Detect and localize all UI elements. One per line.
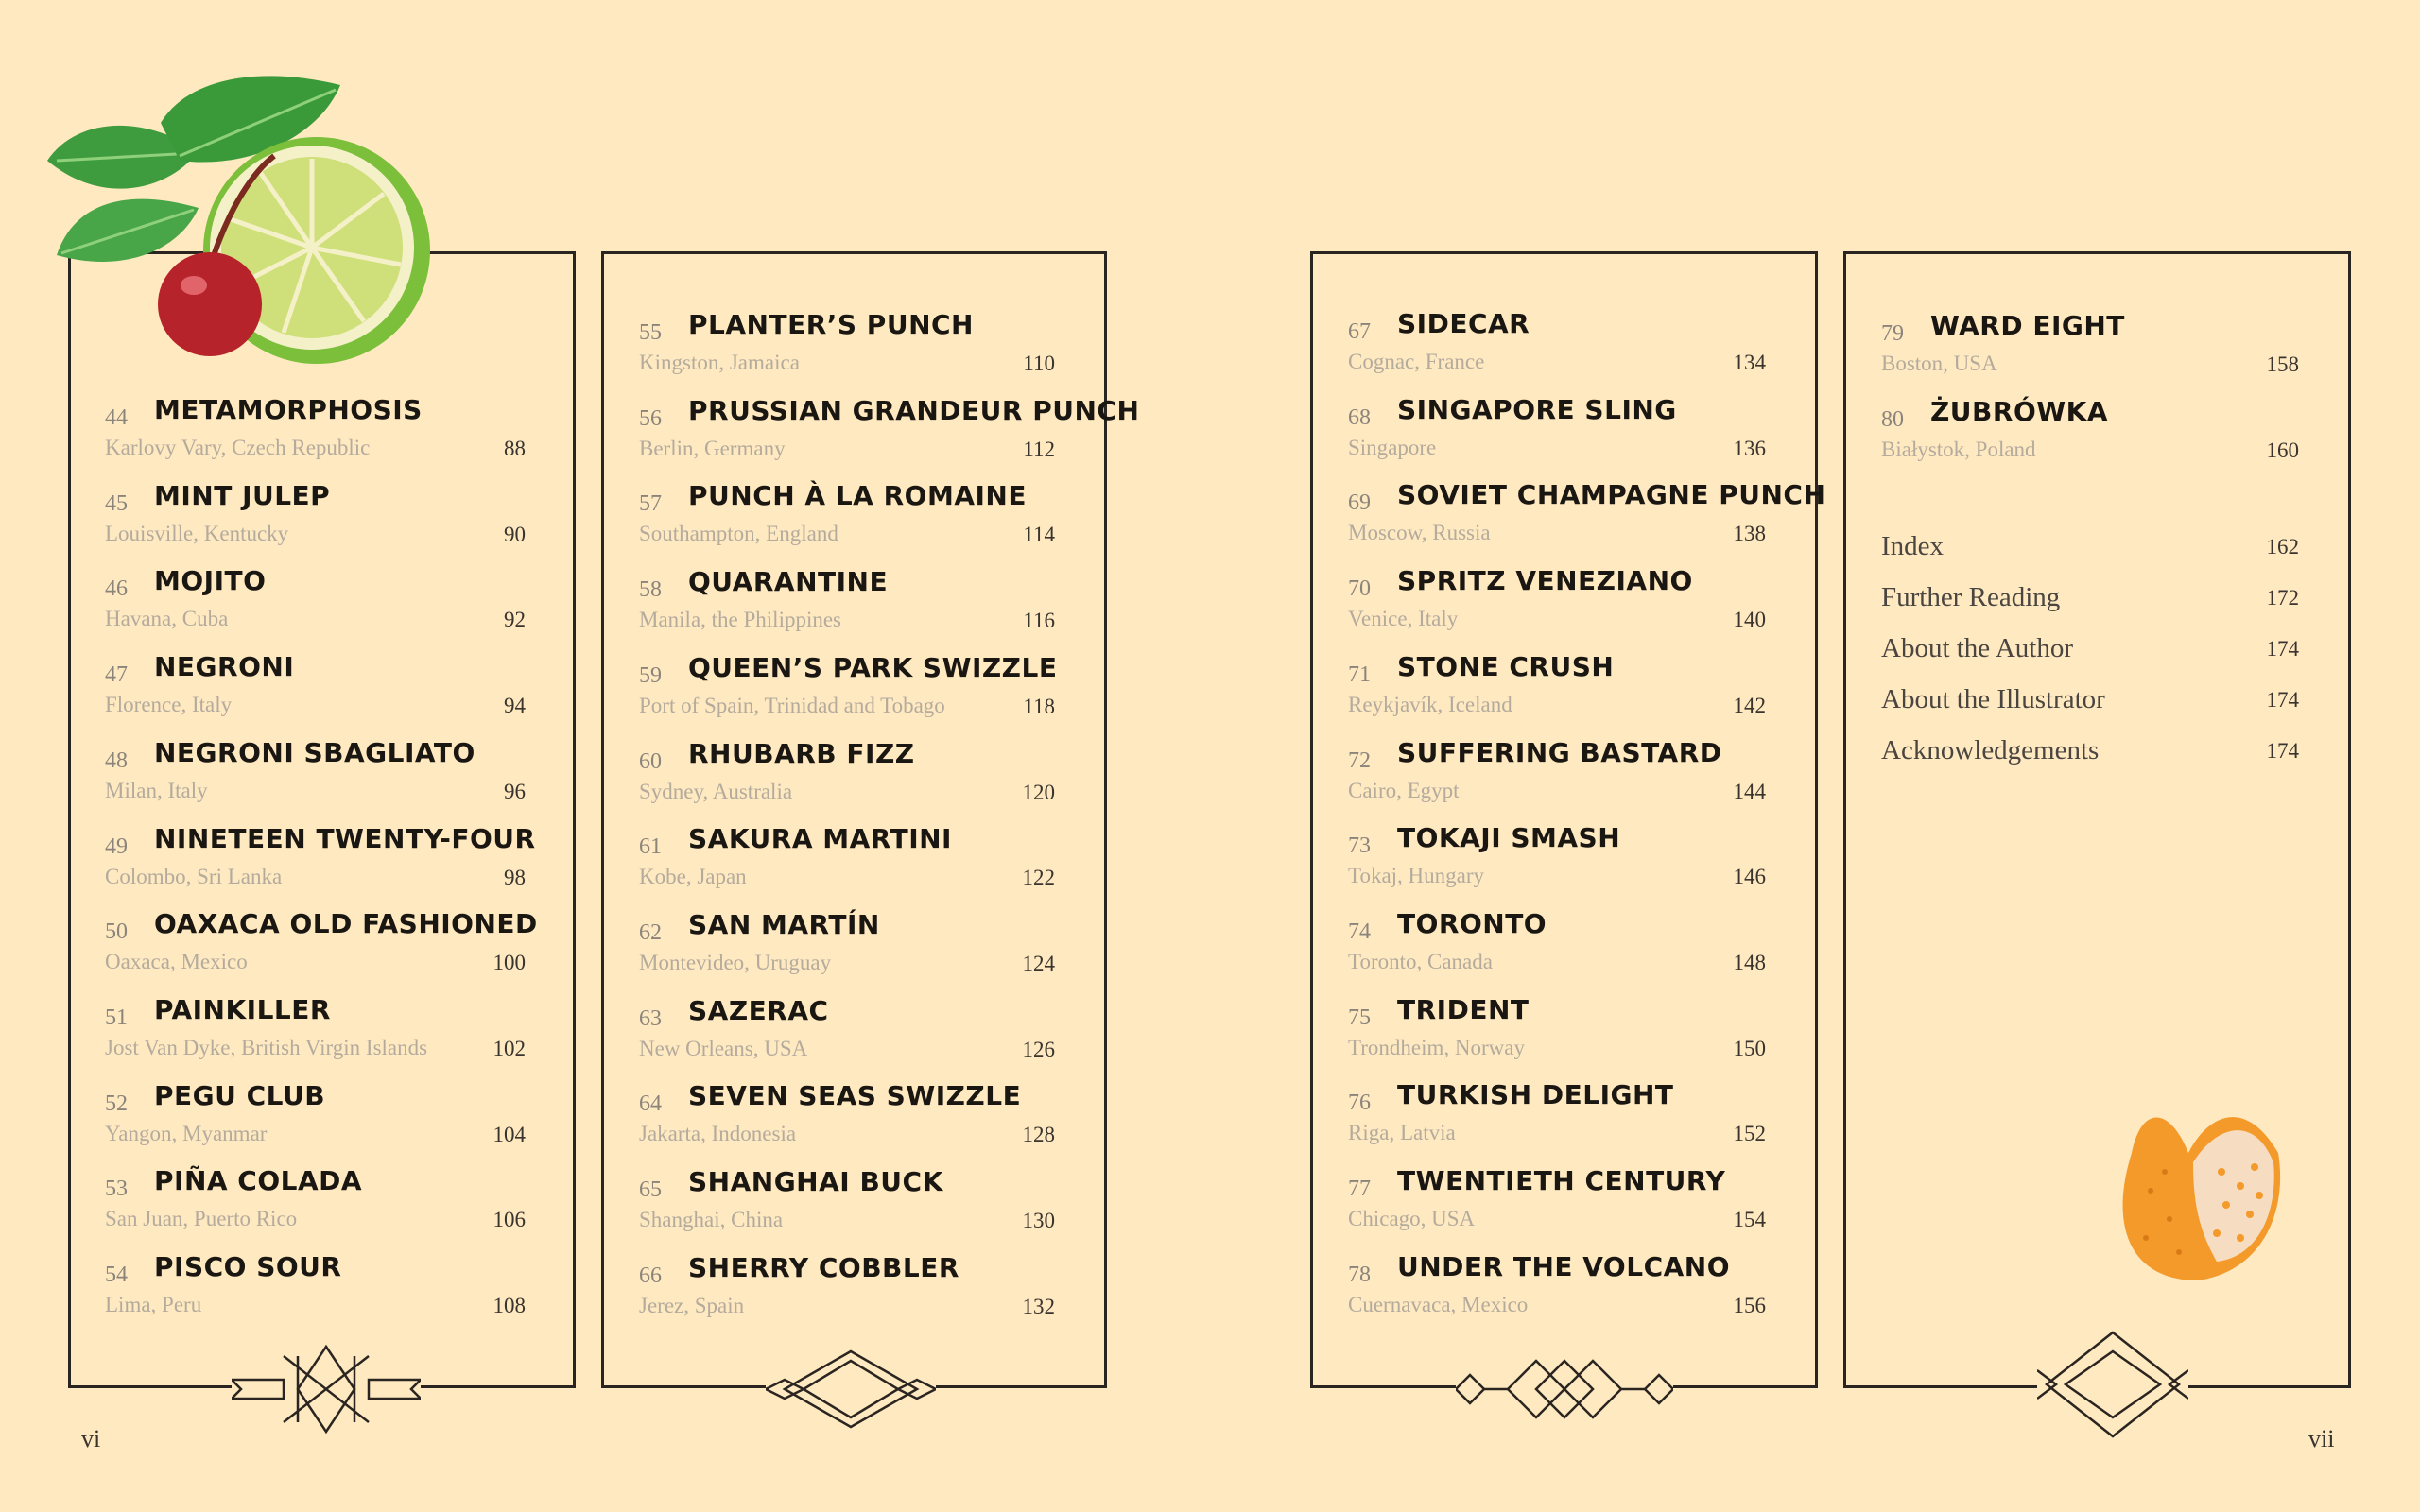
entry-page-number: 118 (1023, 694, 1055, 718)
entry-cocktail-name: UNDER THE VOLCANO (1397, 1250, 1731, 1282)
toc-entry[interactable] (639, 995, 1055, 1071)
entry-location: Florence, Italy (105, 693, 233, 717)
toc-column-3 (1310, 251, 1826, 1388)
toc-entry[interactable] (1881, 310, 2299, 386)
entry-location: San Juan, Puerto Rico (105, 1207, 298, 1231)
toc-entry[interactable] (105, 651, 526, 727)
toc-entry[interactable] (639, 566, 1055, 642)
entry-number: 76 (1348, 1091, 1371, 1116)
entry-page-number: 110 (1023, 352, 1055, 375)
toc-entry[interactable] (1348, 565, 1766, 641)
toc-entry[interactable] (1348, 1165, 1766, 1241)
entry-page-number: 122 (1022, 866, 1055, 890)
entry-cocktail-name: NEGRONI (154, 651, 295, 683)
entry-location: Cairo, Egypt (1348, 778, 1460, 802)
entry-cocktail-name: QUEEN’S PARK SWIZZLE (688, 651, 1058, 683)
entry-page-number: 100 (493, 951, 526, 975)
entry-number: 65 (639, 1177, 662, 1202)
entry-number: 59 (639, 662, 662, 688)
entry-number: 62 (639, 919, 662, 945)
entry-location: Reykjavík, Iceland (1348, 692, 1512, 716)
entry-location: Oaxaca, Mexico (105, 950, 248, 974)
entry-page-number: 90 (504, 522, 526, 546)
toc-entry[interactable] (1348, 308, 1766, 384)
toc-column-2 (601, 251, 1140, 1388)
entry-number: 80 (1881, 406, 1904, 432)
toc-entry[interactable] (639, 738, 1055, 814)
entry-page-number: 98 (504, 865, 526, 889)
toc-entry[interactable] (1348, 651, 1766, 727)
entry-cocktail-name: SAZERAC (688, 994, 829, 1026)
entry-location: Yangon, Myanmar (105, 1121, 268, 1145)
entry-location: Cuernavaca, Mexico (1348, 1292, 1529, 1316)
entry-page-number: 152 (1733, 1122, 1766, 1146)
back-matter-page-number: 174 (2266, 688, 2299, 712)
entry-number: 61 (639, 834, 662, 860)
entry-cocktail-name: MINT JULEP (154, 479, 331, 511)
entry-location: Toronto, Canada (1348, 949, 1493, 973)
entry-location: Chicago, USA (1348, 1207, 1476, 1230)
entry-cocktail-name: SOVIET CHAMPAGNE PUNCH (1397, 479, 1826, 511)
entry-page-number: 96 (504, 779, 526, 803)
entry-cocktail-name: SAKURA MARTINI (688, 823, 952, 855)
toc-entry[interactable] (1348, 1079, 1766, 1155)
back-matter-label: About the Illustrator (1881, 684, 2105, 714)
toc-entry[interactable] (1348, 1251, 1766, 1327)
entry-location: Jakarta, Indonesia (639, 1122, 797, 1146)
entry-location: Kingston, Jamaica (639, 351, 800, 374)
toc-back-matter-item[interactable] (1881, 735, 2299, 773)
entry-cocktail-name: PUNCH À LA ROMAINE (688, 480, 1027, 512)
entry-page-number: 144 (1733, 779, 1766, 803)
entry-cocktail-name: QUARANTINE (688, 566, 889, 598)
entry-location: Trondheim, Norway (1348, 1035, 1525, 1059)
entry-number: 72 (1348, 747, 1371, 773)
entry-number: 51 (105, 1005, 128, 1030)
entry-page-number: 148 (1733, 950, 1766, 974)
entry-page-number: 102 (493, 1036, 526, 1060)
entry-page-number: 140 (1733, 608, 1766, 632)
entry-number: 66 (639, 1263, 662, 1288)
entry-page-number: 150 (1733, 1036, 1766, 1060)
entry-cocktail-name: SHERRY COBBLER (688, 1251, 959, 1283)
toc-back-matter-item[interactable] (1881, 582, 2299, 620)
entry-cocktail-name: SPRITZ VENEZIANO (1397, 565, 1693, 597)
toc-entry[interactable] (105, 1165, 526, 1241)
entry-cocktail-name: NEGRONI SBAGLIATO (154, 736, 475, 768)
entry-location: Berlin, Germany (639, 436, 786, 460)
entry-number: 56 (639, 405, 662, 431)
toc-entry[interactable] (639, 823, 1055, 899)
entry-page-number: 88 (504, 437, 526, 460)
back-matter-page-number: 172 (2266, 586, 2299, 610)
toc-entry[interactable] (639, 909, 1055, 985)
entry-location: New Orleans, USA (639, 1036, 808, 1060)
entry-page-number: 112 (1023, 437, 1055, 461)
entry-cocktail-name: TURKISH DELIGHT (1397, 1079, 1674, 1111)
entry-cocktail-name: TOKAJI SMASH (1397, 822, 1621, 854)
entry-page-number: 114 (1023, 523, 1055, 547)
entry-cocktail-name: TORONTO (1397, 907, 1547, 939)
toc-entry[interactable] (105, 1080, 526, 1156)
entry-location: Manila, the Philippines (639, 608, 842, 632)
entry-number: 77 (1348, 1177, 1371, 1201)
toc-back-matter-item[interactable] (1881, 684, 2299, 722)
entry-cocktail-name: TRIDENT (1397, 993, 1530, 1025)
toc-entry[interactable] (639, 1252, 1055, 1328)
entry-number: 69 (1348, 490, 1371, 516)
toc-entry[interactable] (639, 480, 1055, 556)
entry-location: Moscow, Russia (1348, 521, 1491, 545)
entry-page-number: 124 (1022, 951, 1055, 975)
entry-location: Riga, Latvia (1348, 1121, 1456, 1145)
entry-number: 46 (105, 576, 128, 602)
entry-page-number: 142 (1733, 693, 1766, 717)
entry-location: Shanghai, China (639, 1208, 784, 1231)
entry-cocktail-name: STONE CRUSH (1397, 650, 1615, 682)
entry-cocktail-name: METAMORPHOSIS (154, 394, 423, 425)
entry-cocktail-name: PLANTER’S PUNCH (688, 309, 974, 340)
toc-entry[interactable] (105, 565, 526, 641)
entry-page-number: 156 (1733, 1293, 1766, 1317)
entry-location: Colombo, Sri Lanka (105, 864, 283, 888)
deco-ornament-2 (766, 1342, 936, 1436)
toc-entry[interactable] (105, 1251, 526, 1327)
entry-page-number: 134 (1733, 351, 1766, 374)
toc-entry[interactable] (639, 1166, 1055, 1242)
toc-column-1 (68, 251, 576, 1388)
back-matter-label: Index (1881, 531, 1945, 561)
toc-entry[interactable] (105, 994, 526, 1070)
entry-cocktail-name: SHANGHAI BUCK (688, 1166, 943, 1197)
toc-entry[interactable] (105, 908, 538, 984)
entry-cocktail-name: TWENTIETH CENTURY (1397, 1165, 1726, 1196)
entry-location: Port of Spain, Trinidad and Tobago (639, 693, 945, 717)
orange-peel-illustration (2103, 1096, 2292, 1285)
garnish-illustration (38, 66, 444, 369)
entry-number: 60 (639, 748, 662, 774)
toc-entry[interactable] (105, 737, 526, 813)
toc-entry[interactable] (105, 480, 526, 556)
entry-cocktail-name: MOJITO (154, 565, 267, 597)
toc-entry[interactable] (1348, 822, 1766, 898)
entry-number: 52 (105, 1091, 128, 1116)
page-number-right: vii (2308, 1425, 2335, 1452)
back-matter-page-number: 174 (2266, 739, 2299, 763)
entry-cocktail-name: SAN MARTÍN (688, 908, 880, 940)
entry-location: Boston, USA (1881, 352, 1997, 375)
entry-cocktail-name: PIÑA COLADA (154, 1165, 363, 1197)
entry-location: Milan, Italy (105, 778, 208, 802)
entry-page-number: 132 (1022, 1294, 1055, 1318)
entry-number: 58 (639, 577, 662, 603)
entry-location: Tokaj, Hungary (1348, 864, 1485, 888)
entry-page-number: 158 (2266, 352, 2299, 376)
toc-entry[interactable] (1348, 994, 1766, 1070)
entry-page-number: 146 (1733, 865, 1766, 889)
entry-number: 44 (105, 405, 128, 430)
entry-cocktail-name: NINETEEN TWENTY-FOUR (154, 822, 536, 854)
entry-number: 68 (1348, 404, 1371, 430)
entry-location: Southampton, England (639, 522, 838, 546)
entry-page-number: 126 (1022, 1037, 1055, 1061)
page-number-left: vi (81, 1425, 101, 1452)
entry-cocktail-name: PISCO SOUR (154, 1251, 342, 1282)
entry-page-number: 94 (504, 694, 526, 718)
entry-number: 63 (639, 1005, 662, 1031)
back-matter-label: Acknowledgements (1881, 735, 2100, 765)
entry-page-number: 130 (1022, 1209, 1055, 1232)
entry-number: 54 (105, 1263, 128, 1287)
toc-back-matter-item[interactable] (1881, 531, 2299, 569)
entry-number: 53 (105, 1177, 128, 1202)
deco-ornament-4 (2037, 1328, 2188, 1441)
entry-location: Singapore (1348, 435, 1437, 459)
entry-number: 57 (639, 491, 662, 517)
entry-location: Venice, Italy (1348, 607, 1459, 631)
entry-number: 75 (1348, 1005, 1371, 1030)
toc-entry[interactable] (1348, 394, 1766, 470)
entry-location: Cognac, France (1348, 350, 1485, 373)
toc-entry[interactable] (1348, 479, 1826, 555)
toc-entry[interactable] (105, 822, 536, 899)
entry-number: 64 (639, 1091, 662, 1117)
entry-page-number: 106 (493, 1208, 526, 1232)
entry-cocktail-name: SINGAPORE SLING (1397, 393, 1677, 425)
entry-page-number: 104 (493, 1122, 526, 1146)
entry-location: Louisville, Kentucky (105, 521, 289, 545)
entry-cocktail-name: PEGU CLUB (154, 1079, 326, 1111)
entry-cocktail-name: WARD EIGHT (1930, 310, 2125, 341)
deco-ornament-1 (232, 1342, 421, 1436)
entry-location: Karlovy Vary, Czech Republic (105, 436, 371, 459)
entry-number: 73 (1348, 833, 1371, 859)
toc-entry[interactable] (639, 1080, 1055, 1156)
entry-cocktail-name: ŻUBRÓWKA (1930, 395, 2108, 427)
toc-entry[interactable] (1881, 396, 2299, 472)
entry-cocktail-name: SUFFERING BASTARD (1397, 736, 1722, 768)
back-matter-page-number: 174 (2266, 637, 2299, 661)
entry-cocktail-name: PAINKILLER (154, 993, 331, 1025)
entry-number: 74 (1348, 919, 1371, 944)
entry-location: Białystok, Poland (1881, 437, 2036, 461)
toc-back-matter-item[interactable] (1881, 633, 2299, 671)
entry-page-number: 108 (493, 1294, 526, 1317)
toc-entry[interactable] (1348, 737, 1766, 813)
entry-cocktail-name: SEVEN SEAS SWIZZLE (688, 1080, 1022, 1112)
entry-number: 67 (1348, 319, 1371, 344)
back-matter-page-number: 162 (2266, 535, 2299, 558)
entry-number: 50 (105, 919, 128, 945)
entry-page-number: 92 (504, 608, 526, 632)
entry-location: Havana, Cuba (105, 607, 229, 631)
entry-page-number: 154 (1733, 1208, 1766, 1231)
entry-page-number: 128 (1022, 1123, 1055, 1147)
entry-cocktail-name: OAXACA OLD FASHIONED (154, 908, 538, 940)
entry-location: Kobe, Japan (639, 865, 747, 889)
entry-location: Sydney, Australia (639, 779, 793, 803)
entry-page-number: 136 (1733, 436, 1766, 460)
entry-number: 70 (1348, 576, 1371, 602)
entry-page-number: 116 (1023, 609, 1055, 633)
toc-entry[interactable] (639, 651, 1058, 728)
entry-number: 47 (105, 662, 128, 688)
back-matter-label: Further Reading (1881, 582, 2061, 612)
toc-entry[interactable] (1348, 908, 1766, 984)
entry-number: 79 (1881, 321, 1904, 346)
entry-page-number: 160 (2266, 438, 2299, 462)
entry-cocktail-name: PRUSSIAN GRANDEUR PUNCH (688, 394, 1140, 426)
entry-page-number: 120 (1022, 780, 1055, 804)
toc-entry[interactable] (639, 394, 1140, 471)
entry-number: 71 (1348, 662, 1371, 687)
entry-number: 78 (1348, 1262, 1371, 1287)
back-matter-label: About the Author (1881, 633, 2073, 663)
entry-location: Montevideo, Uruguay (639, 950, 832, 974)
entry-location: Jerez, Spain (639, 1293, 745, 1317)
entry-cocktail-name: SIDECAR (1397, 308, 1530, 339)
deco-ornament-3 (1456, 1347, 1673, 1432)
toc-entry[interactable] (639, 309, 1055, 385)
toc-entry[interactable] (105, 394, 526, 470)
entry-location: Jost Van Dyke, British Virgin Islands (105, 1035, 428, 1059)
entry-number: 49 (105, 833, 128, 859)
entry-page-number: 138 (1733, 522, 1766, 546)
entry-location: Lima, Peru (105, 1293, 202, 1316)
entry-number: 45 (105, 490, 128, 516)
entry-cocktail-name: RHUBARB FIZZ (688, 737, 915, 769)
entry-number: 55 (639, 320, 662, 345)
entry-number: 48 (105, 747, 128, 773)
